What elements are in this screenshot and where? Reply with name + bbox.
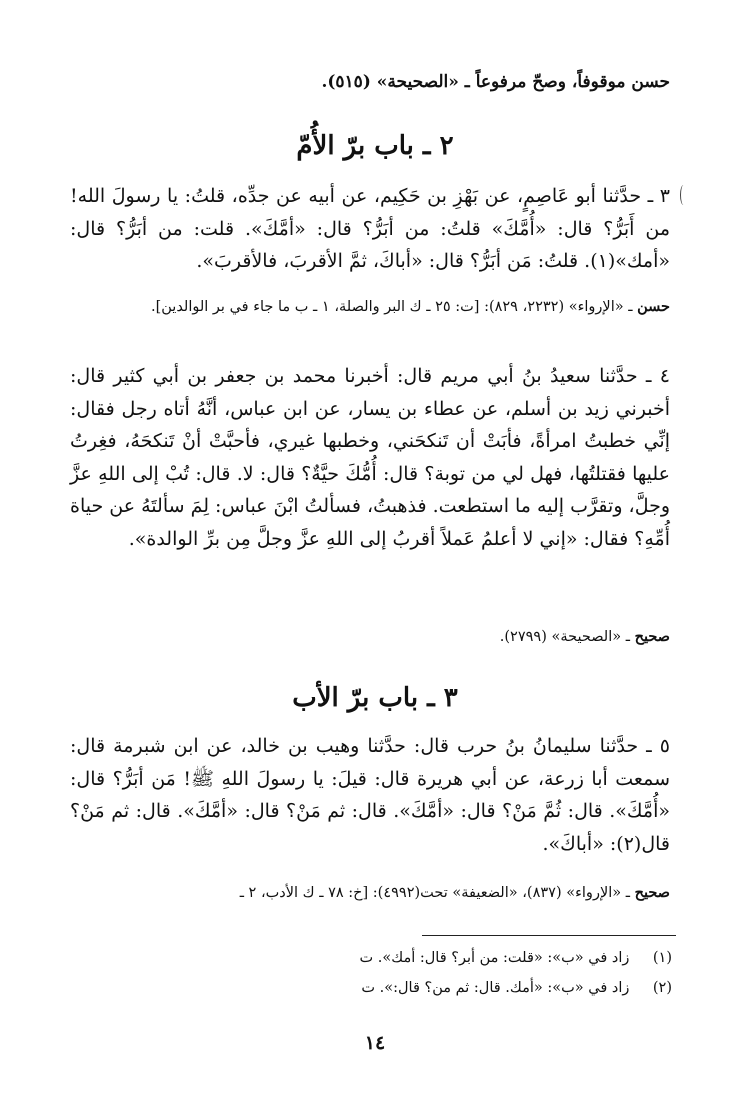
grade-label: صحيح <box>634 884 670 901</box>
grade-reference: ـ «الإرواء» (٢٢٣٢، ٨٢٩): [ت: ٢٥ ـ ك البر والصلة، ١ ـ ب ما جاء في بر الوالدين]. <box>150 299 638 315</box>
top-grade-note: حسن موقوفاً، وصحّ مرفوعاً ـ «الصحيحة» (٥١٥). <box>321 72 670 92</box>
footnote-1 <box>360 945 672 971</box>
chapter-heading-father: ٣ ـ باب برّ الأب <box>292 683 458 713</box>
hadith-5-text: ٥ ـ حدَّثنا سليمانُ بنُ حرب قال: حدَّثنا وهيب بن خالد، عن ابن شبرمة قال: سمعت أبا زرعة، عن أبي هريرة قال: قيلَ: يا رسولَ اللهِ ﷺ! مَن أبَرُّ؟ قال: «أُمَّكَ». قال: ثُمَّ مَنْ؟ قال: «أمَّكَ». قال: ثم مَنْ؟ قال: «أمَّكَ». قال: ثم مَنْ؟ قال(٢): «أباكَ». <box>70 735 670 855</box>
margin-mark <box>680 185 687 205</box>
footnote-text: زاد في «ب»: «قلت: من أبر؟ قال: أمك». ت <box>359 950 630 966</box>
grade-label: صحيح <box>634 628 670 645</box>
footnote-2 <box>361 975 672 1001</box>
footnote-separator <box>422 935 676 936</box>
footnote-number: (١) <box>652 950 672 966</box>
footnote-number: (٢) <box>652 980 672 996</box>
footnote-text: زاد في «ب»: «أمك. قال: ثم من؟ قال:». ت <box>361 980 630 996</box>
chapter-heading-mother: ٢ ـ باب برّ الأُمّ <box>296 131 454 161</box>
hadith-3-grade <box>70 294 670 320</box>
hadith-4-text: ٤ ـ حدَّثنا سعيدُ بنُ أبي مريم قال: أخبرنا محمد بن جعفر بن أبي كثير قال: أخبرني زيد بن أسلم، عن عطاء بن يسار، عن ابن عباس، أنَّهُ أتاه رجل فقال: إنِّي خطبتُ امرأةً، فأبَتْ أن تَنكحَني، وخطبها غيري، فأحبَّتْ أنْ تَنكحَهُ، فغِرتُ عليها فقتلتُها، فهل لي من توبة؟ قال: أُمُّكَ حيَّةٌ؟ قال: لا. قال: تُبْ إلى اللهِ عزَّ وجلَّ، وتقرَّب إليه ما استطعت. فذهبتُ، فسألتُ ابْنَ عباس: لِمَ سألتَهُ عن حياة أُمِّهِ؟ فقال: «إني لا أعلمُ عَملاً أقربُ إلى اللهِ عزَّ وجلَّ مِن برِّ الوالدة». <box>70 365 670 550</box>
page-number: ١٤ <box>364 1032 386 1054</box>
hadith-3-text: ٣ ـ حدَّثنا أبو عَاصِمٍ، عن بَهْزِ بن حَكِيم، عن أبيه عن جدِّه، قلتُ: يا رسولَ الله! من أَبَرُّ؟ قال: «أُمَّكَ» قلتُ: من أبَرُّ؟ قال: «أمَّكَ». قلت: من أبَرُّ؟ قال: «أمك»(١). قلتُ: مَن أبَرُّ؟ قال: «أباكَ، ثمَّ الأقربَ، فالأقربَ». <box>70 185 670 272</box>
hadith-5-grade <box>70 880 670 906</box>
hadith-4-grade <box>70 624 670 650</box>
grade-label: حسن <box>637 298 670 315</box>
grade-reference: ـ «الصحيحة» (٢٧٩٩). <box>499 629 635 645</box>
grade-reference: ـ «الإرواء» (٨٣٧)، «الضعيفة» تحت(٤٩٩٢): [خ: ٧٨ ـ ك الأدب، ٢ ـ <box>239 885 635 901</box>
